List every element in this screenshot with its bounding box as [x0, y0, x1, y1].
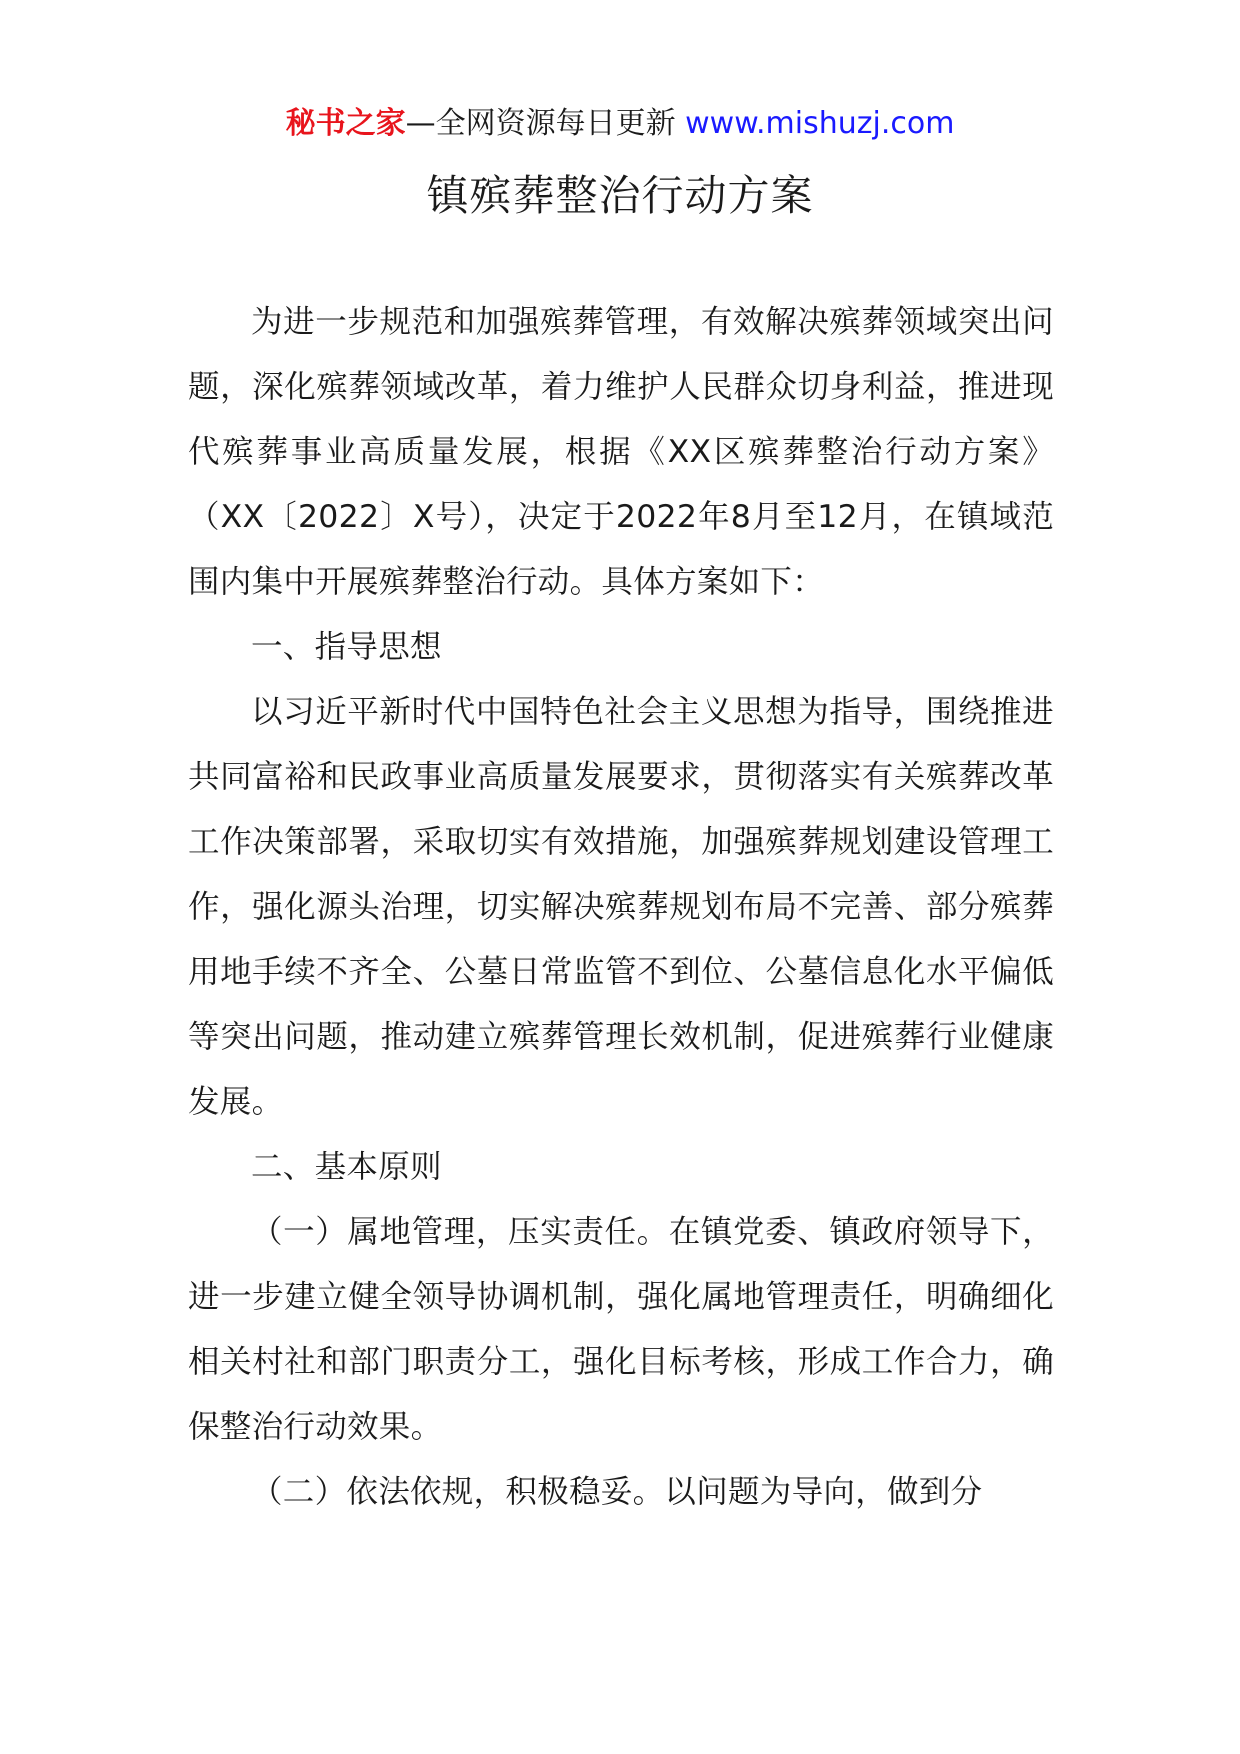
section-heading-guiding-ideology: 一、指导思想 [251, 629, 442, 665]
intro-paragraph: 为进一步规范和加强殡葬管理，有效解决殡葬领域突出问题，深化殡葬领域改革，着力维护人民群众切身利益，推进现代殡葬事业高质量发展，根据《XX区殡葬整治行动方案》（XX〔2022〕X号），决定于2022年8月至12月，在镇域范围内集中开展殡葬整治行动。具体方案如下： [188, 304, 1054, 600]
principle-paragraph-2: （二）依法依规，积极稳妥。以问题为导向，做到分 [251, 1474, 983, 1510]
document-title: 镇殡葬整治行动方案 [426, 171, 814, 220]
principle-paragraph-1: （一）属地管理，压实责任。在镇党委、镇政府领导下，进一步建立健全领导协调机制，强化属地管理责任，明确细化相关村社和部门职责分工，强化目标考核，形成工作合力，确保整治行动效果。 [188, 1214, 1054, 1445]
site-header [0, 104, 1240, 144]
guiding-ideology-paragraph: 以习近平新时代中国特色社会主义思想为指导，围绕推进共同富裕和民政事业高质量发展要求，贯彻落实有关殡葬改革工作决策部署，采取切实有效措施，加强殡葬规划建设管理工作，强化源头治理，切实解决殡葬规划布局不完善、部分殡葬用地手续不齐全、公墓日常监管不到位、公墓信息化水平偏低等突出问题，推动建立殡葬管理长效机制，促进殡葬行业健康发展。 [188, 694, 1054, 1120]
site-url-link[interactable]: www.mishuzj.com [685, 106, 955, 141]
section-heading-basic-principles: 二、基本原则 [251, 1149, 442, 1185]
site-slogan: —全网资源每日更新 [405, 106, 676, 141]
site-brand: 秘书之家 [285, 106, 406, 141]
document-body [188, 290, 1054, 1525]
